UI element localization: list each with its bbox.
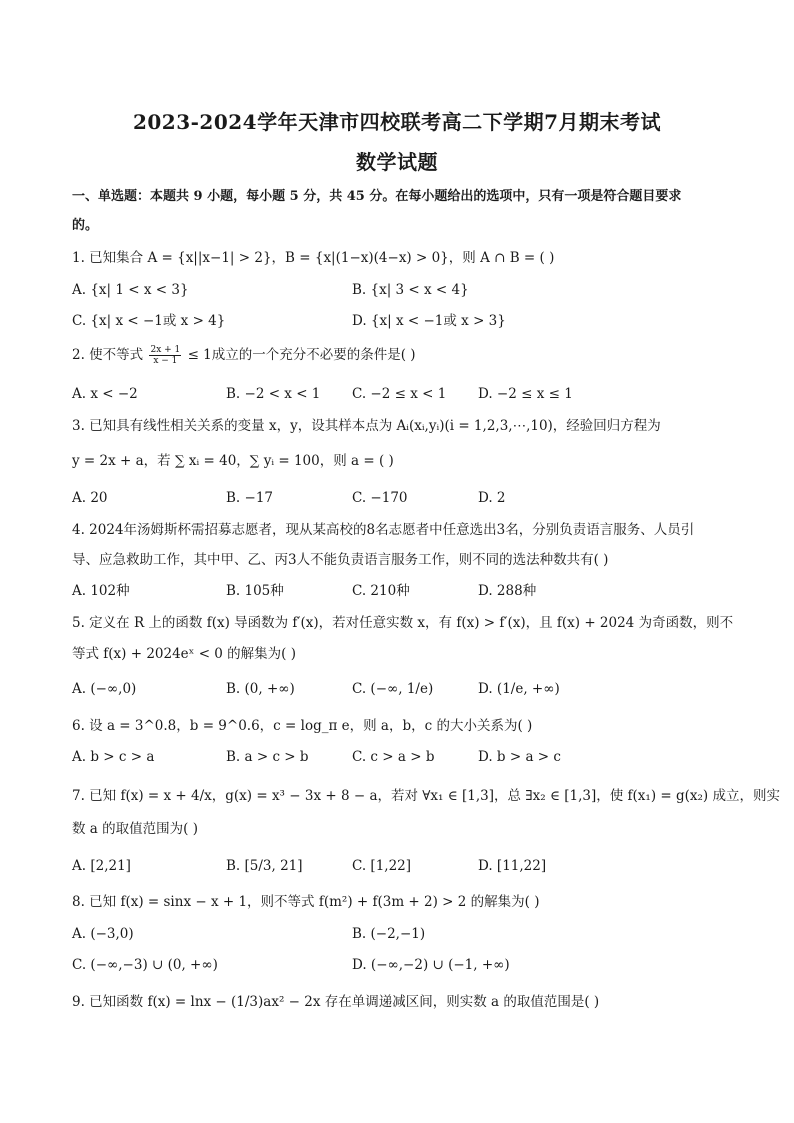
section-heading-line2: 的。 <box>72 218 99 233</box>
question-2-fraction-numerator: 2x + 1 <box>150 345 181 355</box>
question-8-option-a: A. (−3,0) <box>72 926 134 942</box>
question-1-option-b: B. {x| 3 < x < 4} <box>352 282 469 298</box>
question-4-option-b: B. 105种 <box>226 583 284 599</box>
question-4-option-c: C. 210种 <box>352 583 410 599</box>
question-2-option-c: C. −2 ≤ x < 1 <box>352 386 447 402</box>
question-6-option-b: B. a > c > b <box>226 749 309 765</box>
question-2-fraction-denominator: x − 1 <box>153 356 178 366</box>
question-7-stem-line1: 7. 已知 f(x) = x + 4/x，g(x) = x³ − 3x + 8 − a，若对 ∀x₁ ∈ [1,3]，总 ∃x₂ ∈ [1,3]，使 f(x₁) = g(x₂) 成立，则实 <box>72 788 780 804</box>
question-3-stem-line1: 3. 已知具有线性相关关系的变量 x，y，设其样本点为 Aᵢ(xᵢ,yᵢ)(i = 1,2,3,⋯,10)，经验回归方程为 <box>72 418 661 434</box>
question-2-stem-pre: 2. 使不等式 <box>72 347 144 363</box>
question-7-option-c: C. [1,22] <box>352 858 412 874</box>
question-6-option-c: C. c > a > b <box>352 749 435 765</box>
question-6-option-d: D. b > a > c <box>478 749 561 765</box>
question-5-stem-line1: 5. 定义在 R 上的函数 f(x) 导函数为 f′(x)，若对任意实数 x，有 f(x) > f′(x)，且 f(x) + 2024 为奇函数，则不 <box>72 615 734 631</box>
section-heading-line1: 一、单选题：本题共 9 小题，每小题 5 分，共 45 分。在每小题给出的选项中，只有一项是符合题目要求 <box>72 189 682 204</box>
question-7-option-a: A. [2,21] <box>72 858 131 874</box>
question-2-option-d: D. −2 ≤ x ≤ 1 <box>478 386 573 402</box>
question-3-option-b: B. −17 <box>226 490 273 506</box>
question-4-stem-line2: 导、应急救助工作，其中甲、乙、丙3人不能负责语言服务工作，则不同的选法种数共有( ) <box>72 552 609 568</box>
question-5-option-a: A. (−∞,0) <box>72 681 137 697</box>
question-8-option-c: C. (−∞,−3) ∪ (0, +∞) <box>72 957 218 973</box>
question-2-stem-post: ≤ 1成立的一个充分不必要的条件是( ) <box>187 347 416 363</box>
question-1-stem: 1. 已知集合 A = {x||x−1| > 2}，B = {x|(1−x)(4−x) > 0}，则 A ∩ B = ( ) <box>72 250 555 266</box>
question-1-option-d: D. {x| x < −1或 x > 3} <box>352 313 506 329</box>
question-4-stem-line1: 4. 2024年汤姆斯杯需招募志愿者，现从某高校的8名志愿者中任意选出3名，分别负责语言服务、人员引 <box>72 522 695 538</box>
exam-title: 2023-2024学年天津市四校联考高二下学期7月期末考试 <box>132 110 662 134</box>
exam-subtitle: 数学试题 <box>356 150 438 174</box>
question-7-stem-line2: 数 a 的取值范围为( ) <box>72 821 198 837</box>
question-5-option-c: C. (−∞, 1/e) <box>352 681 434 697</box>
question-6-stem: 6. 设 a = 3^0.8，b = 9^0.6，c = log_π e，则 a，b，c 的大小关系为( ) <box>72 718 533 734</box>
question-5-option-d: D. (1/e, +∞) <box>478 681 560 697</box>
question-1-option-a: A. {x| 1 < x < 3} <box>72 282 189 298</box>
question-7-option-b: B. [5/3, 21] <box>226 858 303 874</box>
question-8-option-d: D. (−∞,−2) ∪ (−1, +∞) <box>352 957 510 973</box>
question-2-option-b: B. −2 < x < 1 <box>226 386 321 402</box>
question-6-option-a: A. b > c > a <box>72 749 155 765</box>
question-5-stem-line2: 等式 f(x) + 2024eˣ < 0 的解集为( ) <box>72 646 296 662</box>
question-5-option-b: B. (0, +∞) <box>226 681 295 697</box>
question-8-option-b: B. (−2,−1) <box>352 926 426 942</box>
question-8-stem: 8. 已知 f(x) = sinx − x + 1，则不等式 f(m²) + f(3m + 2) > 2 的解集为( ) <box>72 894 540 910</box>
question-3-stem-line2: y = 2x + a，若 ∑ xᵢ = 40，∑ yᵢ = 100，则 a = ( ) <box>72 453 394 469</box>
question-1-option-c: C. {x| x < −1或 x > 4} <box>72 313 226 329</box>
question-3-option-d: D. 2 <box>478 490 506 506</box>
question-3-option-c: C. −170 <box>352 490 408 506</box>
question-2-stem <box>72 345 416 366</box>
question-3-option-a: A. 20 <box>72 490 108 506</box>
question-9-stem: 9. 已知函数 f(x) = lnx − (1/3)ax² − 2x 存在单调递减区间，则实数 a 的取值范围是( ) <box>72 994 600 1010</box>
question-2-fraction <box>149 345 181 366</box>
question-2-option-a: A. x < −2 <box>72 386 138 402</box>
question-4-option-a: A. 102种 <box>72 583 130 599</box>
question-7-option-d: D. [11,22] <box>478 858 547 874</box>
question-4-option-d: D. 288种 <box>478 583 537 599</box>
